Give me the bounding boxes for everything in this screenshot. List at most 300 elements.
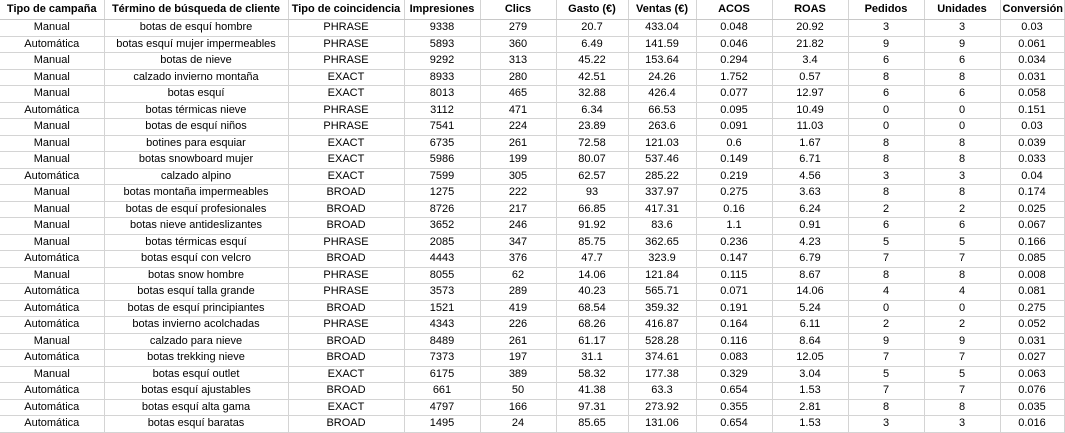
cell[interactable]: 8 (924, 152, 1000, 169)
cell[interactable]: 246 (480, 218, 556, 235)
cell[interactable]: EXACT (288, 152, 404, 169)
cell[interactable]: 8726 (404, 201, 480, 218)
cell[interactable]: 4.56 (772, 168, 848, 185)
cell[interactable]: Automática (0, 36, 104, 53)
cell[interactable]: 313 (480, 53, 556, 70)
cell[interactable]: 1.67 (772, 135, 848, 152)
cell[interactable]: 0.083 (696, 350, 772, 367)
cell[interactable]: botas de esquí niños (104, 119, 288, 136)
cell[interactable]: 83.6 (628, 218, 696, 235)
cell[interactable]: 8 (848, 135, 924, 152)
cell[interactable]: botas montaña impermeables (104, 185, 288, 202)
cell[interactable]: 0.052 (1000, 317, 1064, 334)
cell[interactable]: 6175 (404, 366, 480, 383)
cell[interactable]: Manual (0, 119, 104, 136)
cell[interactable]: 0.035 (1000, 399, 1064, 416)
cell[interactable]: Automática (0, 317, 104, 334)
cell[interactable]: 9338 (404, 20, 480, 37)
cell[interactable]: 10.49 (772, 102, 848, 119)
cell[interactable]: 3.4 (772, 53, 848, 70)
cell[interactable]: 0.219 (696, 168, 772, 185)
cell[interactable]: 12.05 (772, 350, 848, 367)
cell[interactable]: 7373 (404, 350, 480, 367)
header-campaign-type[interactable] (0, 0, 104, 20)
cell[interactable]: 66.85 (556, 201, 628, 218)
cell[interactable]: botas esquí talla grande (104, 284, 288, 301)
cell[interactable]: 0.164 (696, 317, 772, 334)
cell[interactable]: 7 (848, 251, 924, 268)
cell[interactable]: 0.654 (696, 383, 772, 400)
cell[interactable]: 141.59 (628, 36, 696, 53)
cell[interactable]: EXACT (288, 366, 404, 383)
cell[interactable]: 5 (848, 234, 924, 251)
cell[interactable]: 8.67 (772, 267, 848, 284)
cell[interactable]: 0.329 (696, 366, 772, 383)
cell[interactable]: 1.1 (696, 218, 772, 235)
cell[interactable]: PHRASE (288, 36, 404, 53)
header-roas[interactable] (772, 0, 848, 20)
cell[interactable]: 273.92 (628, 399, 696, 416)
cell[interactable]: 14.06 (772, 284, 848, 301)
cell[interactable]: 5 (848, 366, 924, 383)
cell[interactable]: botas térmicas esquí (104, 234, 288, 251)
cell[interactable]: 0.008 (1000, 267, 1064, 284)
cell[interactable]: 0.058 (1000, 86, 1064, 103)
cell[interactable]: botas de nieve (104, 53, 288, 70)
cell[interactable]: 0.275 (696, 185, 772, 202)
cell[interactable]: 3 (848, 20, 924, 37)
cell[interactable]: 121.03 (628, 135, 696, 152)
cell[interactable]: EXACT (288, 399, 404, 416)
cell[interactable]: calzado alpino (104, 168, 288, 185)
cell[interactable]: 661 (404, 383, 480, 400)
cell[interactable]: 0.275 (1000, 300, 1064, 317)
cell[interactable]: 9 (924, 36, 1000, 53)
cell[interactable]: 0 (848, 300, 924, 317)
cell[interactable]: 6 (848, 53, 924, 70)
cell[interactable]: 565.71 (628, 284, 696, 301)
cell[interactable]: 93 (556, 185, 628, 202)
cell[interactable]: 0.147 (696, 251, 772, 268)
header-sales[interactable] (628, 0, 696, 20)
cell[interactable]: 23.89 (556, 119, 628, 136)
cell[interactable]: 222 (480, 185, 556, 202)
cell[interactable]: 63.3 (628, 383, 696, 400)
cell[interactable]: 224 (480, 119, 556, 136)
cell[interactable]: Manual (0, 86, 104, 103)
cell[interactable]: botas de esquí hombre (104, 20, 288, 37)
cell[interactable]: 0.03 (1000, 20, 1064, 37)
cell[interactable]: 263.6 (628, 119, 696, 136)
cell[interactable]: 2085 (404, 234, 480, 251)
cell[interactable]: 0.067 (1000, 218, 1064, 235)
cell[interactable]: Manual (0, 185, 104, 202)
cell[interactable]: Automática (0, 399, 104, 416)
cell[interactable]: botas térmicas nieve (104, 102, 288, 119)
cell[interactable]: Automática (0, 300, 104, 317)
header-spend[interactable] (556, 0, 628, 20)
cell[interactable]: Automática (0, 284, 104, 301)
cell[interactable]: botas de esquí profesionales (104, 201, 288, 218)
cell[interactable]: 8013 (404, 86, 480, 103)
cell[interactable]: 8 (924, 135, 1000, 152)
cell[interactable]: 177.38 (628, 366, 696, 383)
cell[interactable]: 376 (480, 251, 556, 268)
cell[interactable]: 0.095 (696, 102, 772, 119)
cell[interactable]: 1521 (404, 300, 480, 317)
cell[interactable]: 3 (924, 20, 1000, 37)
cell[interactable]: 5893 (404, 36, 480, 53)
cell[interactable]: 0.085 (1000, 251, 1064, 268)
cell[interactable]: 11.03 (772, 119, 848, 136)
cell[interactable]: 62 (480, 267, 556, 284)
cell[interactable]: 0.077 (696, 86, 772, 103)
cell[interactable]: 4443 (404, 251, 480, 268)
cell[interactable]: PHRASE (288, 267, 404, 284)
cell[interactable]: 4.23 (772, 234, 848, 251)
cell[interactable]: Manual (0, 218, 104, 235)
cell[interactable]: botas trekking nieve (104, 350, 288, 367)
cell[interactable]: 0.174 (1000, 185, 1064, 202)
cell[interactable]: botas snowboard mujer (104, 152, 288, 169)
cell[interactable]: Manual (0, 234, 104, 251)
cell[interactable]: 0.033 (1000, 152, 1064, 169)
cell[interactable]: 6.79 (772, 251, 848, 268)
cell[interactable]: 0.027 (1000, 350, 1064, 367)
cell[interactable]: 9292 (404, 53, 480, 70)
header-acos[interactable] (696, 0, 772, 20)
cell[interactable]: botines para esquiar (104, 135, 288, 152)
cell[interactable]: 62.57 (556, 168, 628, 185)
cell[interactable]: Manual (0, 53, 104, 70)
cell[interactable]: 80.07 (556, 152, 628, 169)
header-conversion[interactable] (1000, 0, 1064, 20)
cell[interactable]: botas invierno acolchadas (104, 317, 288, 334)
cell[interactable]: 8 (848, 185, 924, 202)
cell[interactable]: 5.24 (772, 300, 848, 317)
cell[interactable]: Manual (0, 333, 104, 350)
cell[interactable]: 226 (480, 317, 556, 334)
cell[interactable]: BROAD (288, 300, 404, 317)
cell[interactable]: 2.81 (772, 399, 848, 416)
header-match-type[interactable] (288, 0, 404, 20)
cell[interactable]: BROAD (288, 333, 404, 350)
cell[interactable]: 0 (848, 102, 924, 119)
cell[interactable]: 6 (924, 53, 1000, 70)
cell[interactable]: 0.654 (696, 416, 772, 433)
cell[interactable]: 3.04 (772, 366, 848, 383)
cell[interactable]: 14.06 (556, 267, 628, 284)
cell[interactable]: 197 (480, 350, 556, 367)
cell[interactable]: 0.236 (696, 234, 772, 251)
cell[interactable]: Automática (0, 416, 104, 433)
cell[interactable]: 0.191 (696, 300, 772, 317)
cell[interactable]: 4 (924, 284, 1000, 301)
cell[interactable]: BROAD (288, 251, 404, 268)
cell[interactable]: 6.49 (556, 36, 628, 53)
cell[interactable]: 85.75 (556, 234, 628, 251)
cell[interactable]: Manual (0, 69, 104, 86)
cell[interactable]: 0.025 (1000, 201, 1064, 218)
cell[interactable]: 0.048 (696, 20, 772, 37)
cell[interactable]: 419 (480, 300, 556, 317)
cell[interactable]: EXACT (288, 168, 404, 185)
cell[interactable]: 20.92 (772, 20, 848, 37)
cell[interactable]: 0.061 (1000, 36, 1064, 53)
cell[interactable]: 9 (848, 36, 924, 53)
cell[interactable]: Manual (0, 201, 104, 218)
cell[interactable]: 0 (924, 102, 1000, 119)
cell[interactable]: Automática (0, 251, 104, 268)
cell[interactable]: Manual (0, 267, 104, 284)
header-search-term[interactable] (104, 0, 288, 20)
cell[interactable]: 8 (924, 69, 1000, 86)
cell[interactable]: 417.31 (628, 201, 696, 218)
cell[interactable]: 3112 (404, 102, 480, 119)
cell[interactable]: 0.57 (772, 69, 848, 86)
cell[interactable]: 9 (924, 333, 1000, 350)
header-orders[interactable] (848, 0, 924, 20)
cell[interactable]: 6.71 (772, 152, 848, 169)
cell[interactable]: 121.84 (628, 267, 696, 284)
cell[interactable]: 8055 (404, 267, 480, 284)
cell[interactable]: 1275 (404, 185, 480, 202)
cell[interactable]: 6 (848, 218, 924, 235)
cell[interactable]: 362.65 (628, 234, 696, 251)
cell[interactable]: 12.97 (772, 86, 848, 103)
cell[interactable]: 7599 (404, 168, 480, 185)
cell[interactable]: 537.46 (628, 152, 696, 169)
cell[interactable]: 6735 (404, 135, 480, 152)
cell[interactable]: 2 (924, 317, 1000, 334)
cell[interactable]: PHRASE (288, 234, 404, 251)
cell[interactable]: 153.64 (628, 53, 696, 70)
cell[interactable]: 389 (480, 366, 556, 383)
cell[interactable]: PHRASE (288, 20, 404, 37)
cell[interactable]: 359.32 (628, 300, 696, 317)
header-clicks[interactable] (480, 0, 556, 20)
cell[interactable]: 20.7 (556, 20, 628, 37)
cell[interactable]: BROAD (288, 218, 404, 235)
cell[interactable]: 337.97 (628, 185, 696, 202)
cell[interactable]: BROAD (288, 416, 404, 433)
cell[interactable]: 528.28 (628, 333, 696, 350)
cell[interactable]: Manual (0, 366, 104, 383)
cell[interactable]: 0.034 (1000, 53, 1064, 70)
cell[interactable]: 41.38 (556, 383, 628, 400)
cell[interactable]: 0 (924, 119, 1000, 136)
cell[interactable]: 261 (480, 135, 556, 152)
cell[interactable]: 7 (924, 251, 1000, 268)
cell[interactable]: 40.23 (556, 284, 628, 301)
cell[interactable]: 2 (848, 317, 924, 334)
cell[interactable]: Automática (0, 168, 104, 185)
cell[interactable]: 97.31 (556, 399, 628, 416)
cell[interactable]: 8 (924, 399, 1000, 416)
cell[interactable]: 0.6 (696, 135, 772, 152)
cell[interactable]: 217 (480, 201, 556, 218)
cell[interactable]: 68.26 (556, 317, 628, 334)
cell[interactable]: botas de esquí principiantes (104, 300, 288, 317)
cell[interactable]: 7 (924, 383, 1000, 400)
cell[interactable]: 1.53 (772, 383, 848, 400)
cell[interactable]: EXACT (288, 86, 404, 103)
cell[interactable]: 58.32 (556, 366, 628, 383)
cell[interactable]: 3.63 (772, 185, 848, 202)
cell[interactable]: 0.04 (1000, 168, 1064, 185)
cell[interactable]: 72.58 (556, 135, 628, 152)
cell[interactable]: 0 (924, 300, 1000, 317)
cell[interactable]: 42.51 (556, 69, 628, 86)
cell[interactable]: 5 (924, 366, 1000, 383)
cell[interactable]: botas esquí baratas (104, 416, 288, 433)
cell[interactable]: 5986 (404, 152, 480, 169)
cell[interactable]: PHRASE (288, 53, 404, 70)
cell[interactable]: BROAD (288, 350, 404, 367)
cell[interactable]: 471 (480, 102, 556, 119)
cell[interactable]: Manual (0, 135, 104, 152)
cell[interactable]: 7 (924, 350, 1000, 367)
cell[interactable]: 0.016 (1000, 416, 1064, 433)
cell[interactable]: botas esquí alta gama (104, 399, 288, 416)
cell[interactable]: 0.071 (696, 284, 772, 301)
cell[interactable]: 347 (480, 234, 556, 251)
cell[interactable]: 1495 (404, 416, 480, 433)
cell[interactable]: 0.166 (1000, 234, 1064, 251)
cell[interactable]: 426.4 (628, 86, 696, 103)
header-units[interactable] (924, 0, 1000, 20)
cell[interactable]: 4797 (404, 399, 480, 416)
cell[interactable]: 0.081 (1000, 284, 1064, 301)
cell[interactable]: 0.039 (1000, 135, 1064, 152)
cell[interactable]: 3573 (404, 284, 480, 301)
cell[interactable]: 3 (924, 416, 1000, 433)
cell[interactable]: Manual (0, 152, 104, 169)
cell[interactable]: 3 (924, 168, 1000, 185)
cell[interactable]: 9 (848, 333, 924, 350)
cell[interactable]: 0.063 (1000, 366, 1064, 383)
cell[interactable]: 50 (480, 383, 556, 400)
cell[interactable]: 305 (480, 168, 556, 185)
cell[interactable]: 4 (848, 284, 924, 301)
cell[interactable]: 8489 (404, 333, 480, 350)
cell[interactable]: 0.091 (696, 119, 772, 136)
cell[interactable]: 6.24 (772, 201, 848, 218)
cell[interactable]: 66.53 (628, 102, 696, 119)
cell[interactable]: 0.91 (772, 218, 848, 235)
cell[interactable]: 465 (480, 86, 556, 103)
cell[interactable]: 0.076 (1000, 383, 1064, 400)
cell[interactable]: 0.046 (696, 36, 772, 53)
cell[interactable]: calzado para nieve (104, 333, 288, 350)
cell[interactable]: 47.7 (556, 251, 628, 268)
cell[interactable]: 166 (480, 399, 556, 416)
cell[interactable]: 261 (480, 333, 556, 350)
cell[interactable]: 433.04 (628, 20, 696, 37)
cell[interactable]: 8.64 (772, 333, 848, 350)
cell[interactable]: 0.03 (1000, 119, 1064, 136)
cell[interactable]: 32.88 (556, 86, 628, 103)
cell[interactable]: 199 (480, 152, 556, 169)
cell[interactable]: 6.11 (772, 317, 848, 334)
cell[interactable]: 3 (848, 168, 924, 185)
cell[interactable]: PHRASE (288, 284, 404, 301)
cell[interactable]: 6 (848, 86, 924, 103)
cell[interactable]: 8933 (404, 69, 480, 86)
cell[interactable]: 24 (480, 416, 556, 433)
cell[interactable]: 68.54 (556, 300, 628, 317)
cell[interactable]: 21.82 (772, 36, 848, 53)
cell[interactable]: 289 (480, 284, 556, 301)
cell[interactable]: 8 (848, 152, 924, 169)
cell[interactable]: Manual (0, 20, 104, 37)
cell[interactable]: botas esquí (104, 86, 288, 103)
cell[interactable]: botas snow hombre (104, 267, 288, 284)
cell[interactable]: PHRASE (288, 102, 404, 119)
cell[interactable]: PHRASE (288, 119, 404, 136)
cell[interactable]: botas esquí mujer impermeables (104, 36, 288, 53)
cell[interactable]: botas esquí con velcro (104, 251, 288, 268)
cell[interactable]: 2 (848, 201, 924, 218)
cell[interactable]: 4343 (404, 317, 480, 334)
cell[interactable]: 0.115 (696, 267, 772, 284)
cell[interactable]: 45.22 (556, 53, 628, 70)
cell[interactable]: 360 (480, 36, 556, 53)
cell[interactable]: 6.34 (556, 102, 628, 119)
cell[interactable]: 0.031 (1000, 333, 1064, 350)
cell[interactable]: 0.149 (696, 152, 772, 169)
cell[interactable]: EXACT (288, 69, 404, 86)
cell[interactable]: 85.65 (556, 416, 628, 433)
cell[interactable]: 131.06 (628, 416, 696, 433)
cell[interactable]: 416.87 (628, 317, 696, 334)
cell[interactable]: 0.151 (1000, 102, 1064, 119)
header-impressions[interactable] (404, 0, 480, 20)
cell[interactable]: calzado invierno montaña (104, 69, 288, 86)
cell[interactable]: BROAD (288, 201, 404, 218)
cell[interactable]: 1.53 (772, 416, 848, 433)
cell[interactable]: 7541 (404, 119, 480, 136)
cell[interactable]: 8 (848, 399, 924, 416)
cell[interactable]: 285.22 (628, 168, 696, 185)
cell[interactable]: Automática (0, 383, 104, 400)
cell[interactable]: 0.16 (696, 201, 772, 218)
cell[interactable]: 323.9 (628, 251, 696, 268)
cell[interactable]: 6 (924, 218, 1000, 235)
cell[interactable]: botas esquí ajustables (104, 383, 288, 400)
cell[interactable]: 7 (848, 350, 924, 367)
cell[interactable]: BROAD (288, 383, 404, 400)
cell[interactable]: 5 (924, 234, 1000, 251)
cell[interactable]: 24.26 (628, 69, 696, 86)
cell[interactable]: botas esquí outlet (104, 366, 288, 383)
cell[interactable]: BROAD (288, 185, 404, 202)
cell[interactable]: botas nieve antideslizantes (104, 218, 288, 235)
cell[interactable]: 279 (480, 20, 556, 37)
cell[interactable]: 280 (480, 69, 556, 86)
cell[interactable]: 3 (848, 416, 924, 433)
cell[interactable]: Automática (0, 102, 104, 119)
cell[interactable]: 8 (924, 267, 1000, 284)
cell[interactable]: 8 (848, 69, 924, 86)
cell[interactable]: 2 (924, 201, 1000, 218)
cell[interactable]: EXACT (288, 135, 404, 152)
cell[interactable]: 0.294 (696, 53, 772, 70)
cell[interactable]: 8 (848, 267, 924, 284)
cell[interactable]: 0.116 (696, 333, 772, 350)
cell[interactable]: 7 (848, 383, 924, 400)
cell[interactable]: 91.92 (556, 218, 628, 235)
